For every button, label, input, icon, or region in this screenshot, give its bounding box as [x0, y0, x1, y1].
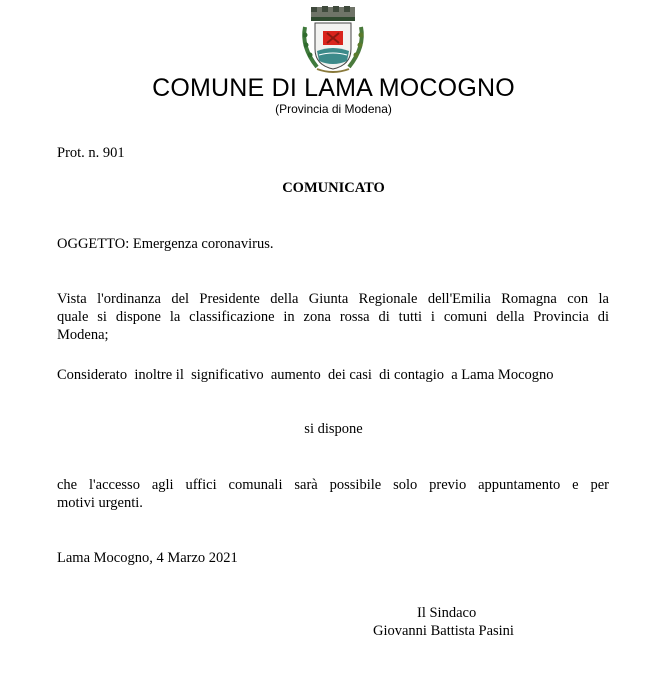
paragraph-1-line-1: Vista l'ordinanza del Presidente della Giunta Regionale dell'Emilia Romagna con la	[57, 291, 609, 307]
disposition-line: si dispone	[304, 421, 363, 437]
signature-role: Il Sindaco	[417, 605, 477, 621]
paragraph-3-line-1: che l'accesso agli uffici comunali sarà possibile solo previo appuntamento e per	[57, 477, 609, 493]
province-subtitle: (Provincia di Modena)	[275, 102, 392, 116]
municipal-crest-icon	[297, 5, 369, 75]
paragraph-2: Considerato inoltre il significativo aumento dei casi di contagio a Lama Mocogno	[57, 367, 554, 383]
paragraph-1-line-2: quale si dispone la classificazione in zona rossa di tutti i comuni della Provincia di	[57, 309, 609, 325]
place-and-date: Lama Mocogno, 4 Marzo 2021	[57, 550, 238, 566]
paragraph-3-line-2: motivi urgenti.	[57, 495, 143, 511]
municipality-title: COMUNE DI LAMA MOCOGNO	[152, 74, 515, 102]
document-heading: COMUNICATO	[282, 180, 385, 196]
subject-line: OGGETTO: Emergenza coronavirus.	[57, 236, 274, 252]
protocol-number: Prot. n. 901	[57, 145, 125, 161]
paragraph-1-line-3: Modena;	[57, 327, 109, 343]
signature-name: Giovanni Battista Pasini	[373, 623, 514, 639]
